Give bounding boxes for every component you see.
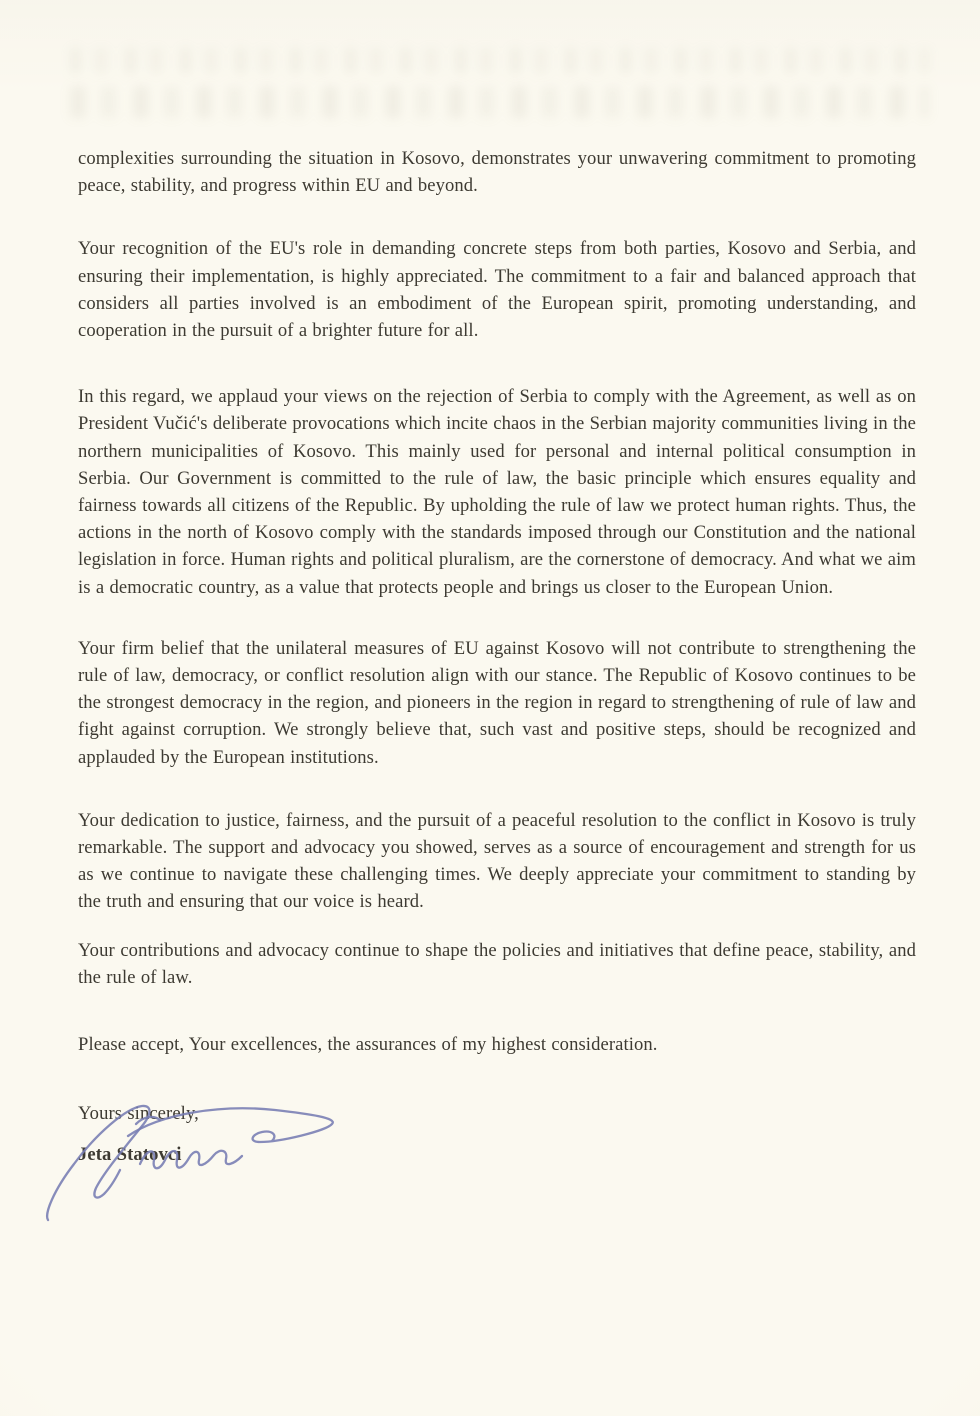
letter-paragraph: In this regard, we applaud your views on the rejection of Serbia to comply with the Agreement, as well as on President Vučić's deliberate provocations which incite chaos in the Serbian majority communities living in the northern municipalities of Kosovo. This mainly used for personal and internal political consumption in Serbia. Our Government is committed to the rule of law, the basic principle which ensures equality and fairness towards all citizens of the Republic. By upholding the rule of law we protect human rights. Thus, the actions in the north of Kosovo comply with the standards imposed through our Constitution and the national legislation in force. Human rights and political pluralism, are the cornerstone of democracy. And what we aim is a democratic country, as a value that protects people and brings us closer to the European Union. bbox=[78, 386, 916, 598]
letter-paragraph: Your firm belief that the unilateral measures of EU against Kosovo will not contribute to strengthening the rule of law, democracy, or conflict resolution align with our stance. The Republic of Kosovo continues to be the strongest democracy in the region, and pioneers in the region in regard to strengthening of rule of law and fight against corruption. We strongly believe that, such vast and positive steps, should be recognized and applauded by the European institutions. bbox=[78, 637, 916, 768]
letter-paragraph: Your dedication to justice, fairness, and the pursuit of a peaceful resolution to the conflict in Kosovo is truly remarkable. The support and advocacy you showed, serves as a source of encouragement and strength for us as we continue to navigate these challenging times. We deeply appreciate your commitment to standing by the truth and ensuring that our voice is heard. bbox=[78, 809, 916, 913]
closing-line: Please accept, Your excellences, the assurances of my highest consideration. bbox=[78, 1034, 658, 1056]
letter-paragraph: Your recognition of the EU's role in demanding concrete steps from both parties, Kosovo and Serbia, and ensuring their implementation, is highly appreciated. The commitment to a fair and balanced approach that considers all parties involved is an embodiment of the European spirit, promoting understanding, and cooperation in the pursuit of a brighter future for all. bbox=[78, 238, 916, 342]
letter-paragraph: Your contributions and advocacy continue to shape the policies and initiatives that define peace, stability, and the rule of law. bbox=[78, 939, 916, 988]
signature-block bbox=[78, 1100, 916, 1280]
letter-paragraph: complexities surrounding the situation in Kosovo, demonstrates your unwavering commitment to promoting peace, stability, and progress within EU and beyond. bbox=[78, 148, 916, 197]
valediction: Yours sincerely, bbox=[78, 1103, 199, 1125]
signer-name: Jeta Statovci bbox=[78, 1144, 182, 1166]
